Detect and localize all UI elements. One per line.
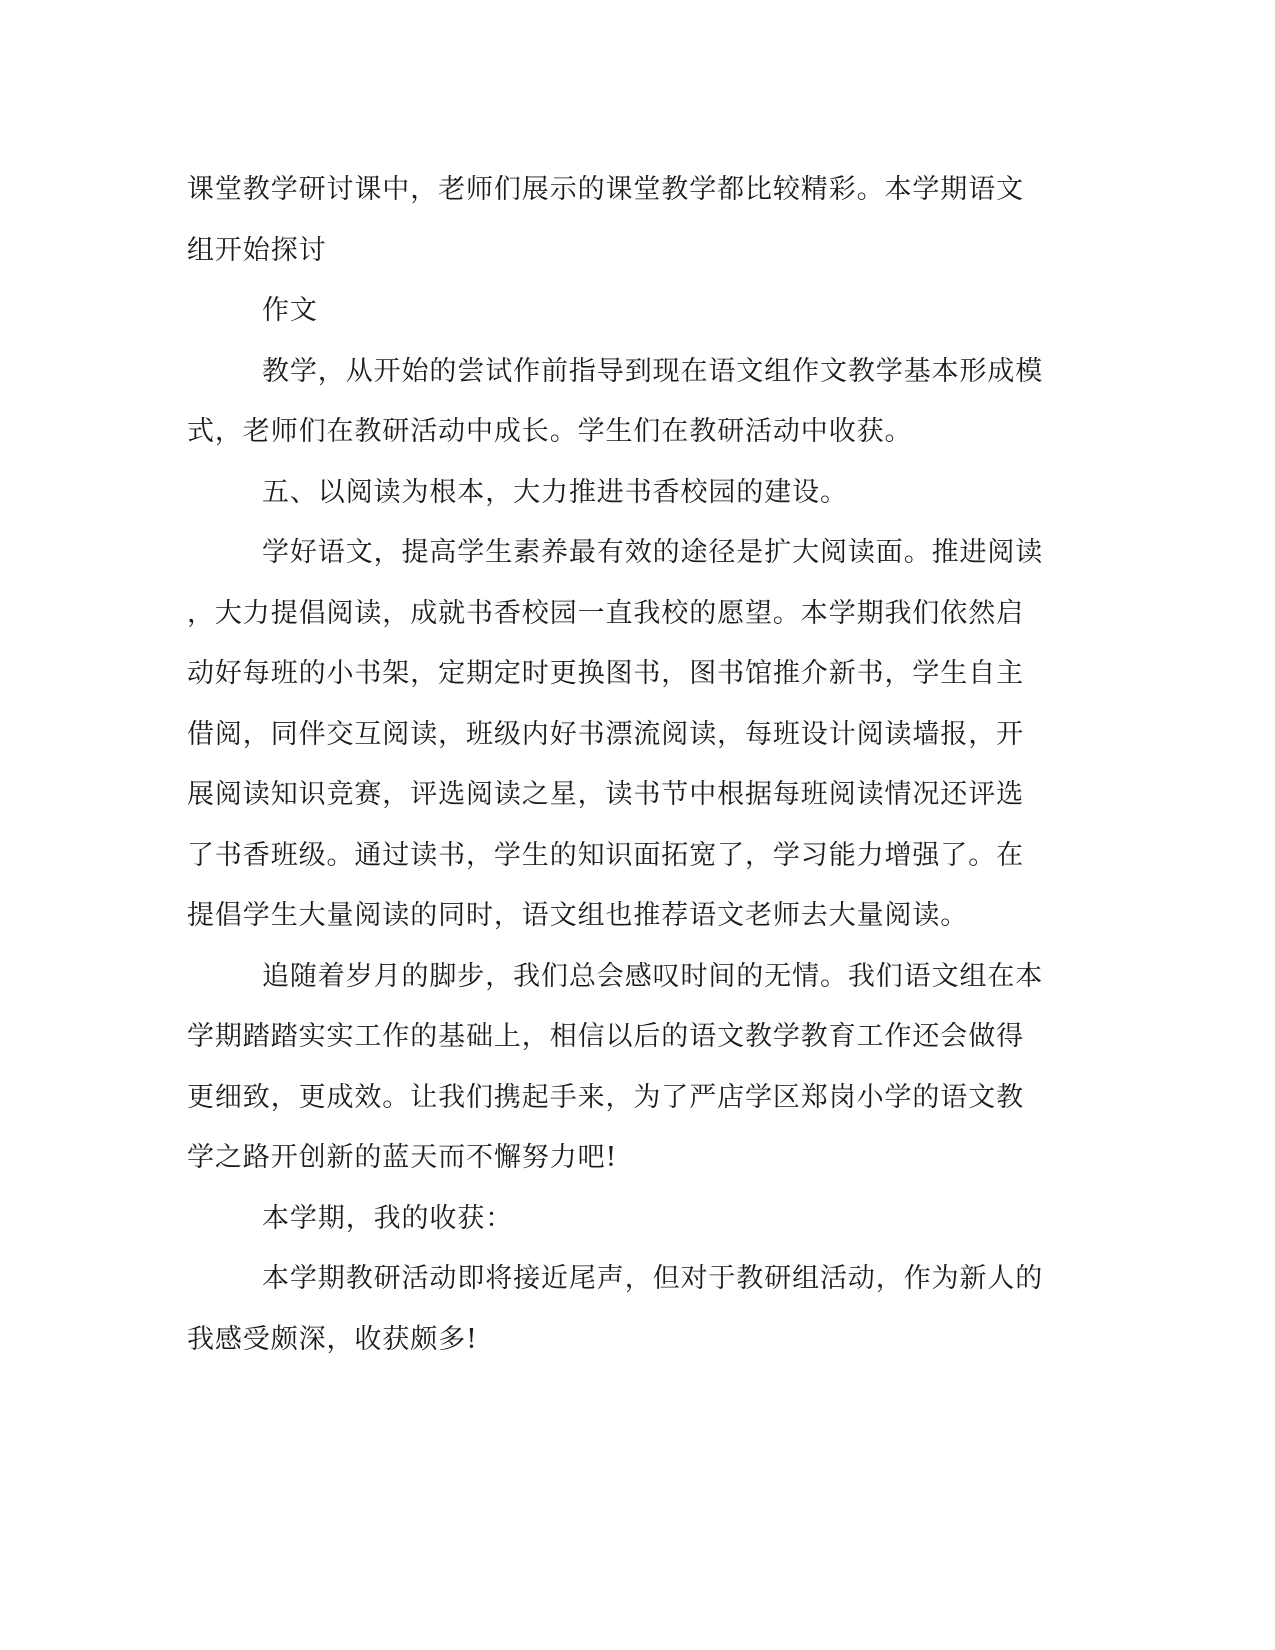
text-line: 动好每班的小书架，定期定时更换图书，图书馆推介新书，学生自主 [187,658,1024,689]
text-line: 本学期教研活动即将接近尾声，但对于教研组活动，作为新人的 [262,1263,1044,1294]
text-line: 课堂教学研讨课中，老师们展示的课堂教学都比较精彩。本学期语文 [187,174,1024,205]
paragraph [187,523,1067,947]
text-line: 式，老师们在教研活动中成长。学生们在教研活动中收获。 [187,416,913,447]
paragraph [187,342,1067,463]
text-line: 组开始探讨 [187,234,327,266]
paragraph [187,1249,1067,1370]
text-line: 提倡学生大量阅读的同时，语文组也推荐语文老师去大量阅读。 [187,900,969,931]
text-line: 了书香班级。通过读书，学生的知识面拓宽了，学习能力增强了。在 [187,839,1024,871]
document-body [187,160,1067,1370]
text-line: 本学期，我的收获： [262,1202,514,1234]
paragraph [187,1189,1067,1250]
text-line: 作文 [262,295,318,326]
text-line: 五、以阅读为根本，大力推进书香校园的建设。 [262,476,848,508]
paragraph [187,281,1067,342]
paragraph [187,463,1067,524]
text-line: 我感受颇深，收获颇多! [187,1323,478,1355]
text-line: 借阅，同伴交互阅读，班级内好书漂流阅读，每班设计阅读墙报，开 [187,718,1024,750]
paragraph [187,160,1067,281]
text-line: 学期踏踏实实工作的基础上，相信以后的语文教学教育工作还会做得 [187,1021,1024,1052]
text-line: 学之路开创新的蓝天而不懈努力吧! [187,1142,618,1173]
text-line: 教学，从开始的尝试作前指导到现在语文组作文教学基本形成模 [262,355,1044,387]
text-line: 更细致，更成效。让我们携起手来，为了严店学区郑岗小学的语文教 [187,1081,1024,1113]
text-line: ，大力提倡阅读，成就书香校园一直我校的愿望。本学期我们依然启 [187,597,1024,629]
paragraph [187,947,1067,1189]
text-line: 展阅读知识竞赛，评选阅读之星，读书节中根据每班阅读情况还评选 [187,779,1024,810]
text-line: 追随着岁月的脚步，我们总会感叹时间的无情。我们语文组在本 [262,960,1044,992]
text-line: 学好语文，提高学生素养最有效的途径是扩大阅读面。推进阅读 [262,537,1044,568]
